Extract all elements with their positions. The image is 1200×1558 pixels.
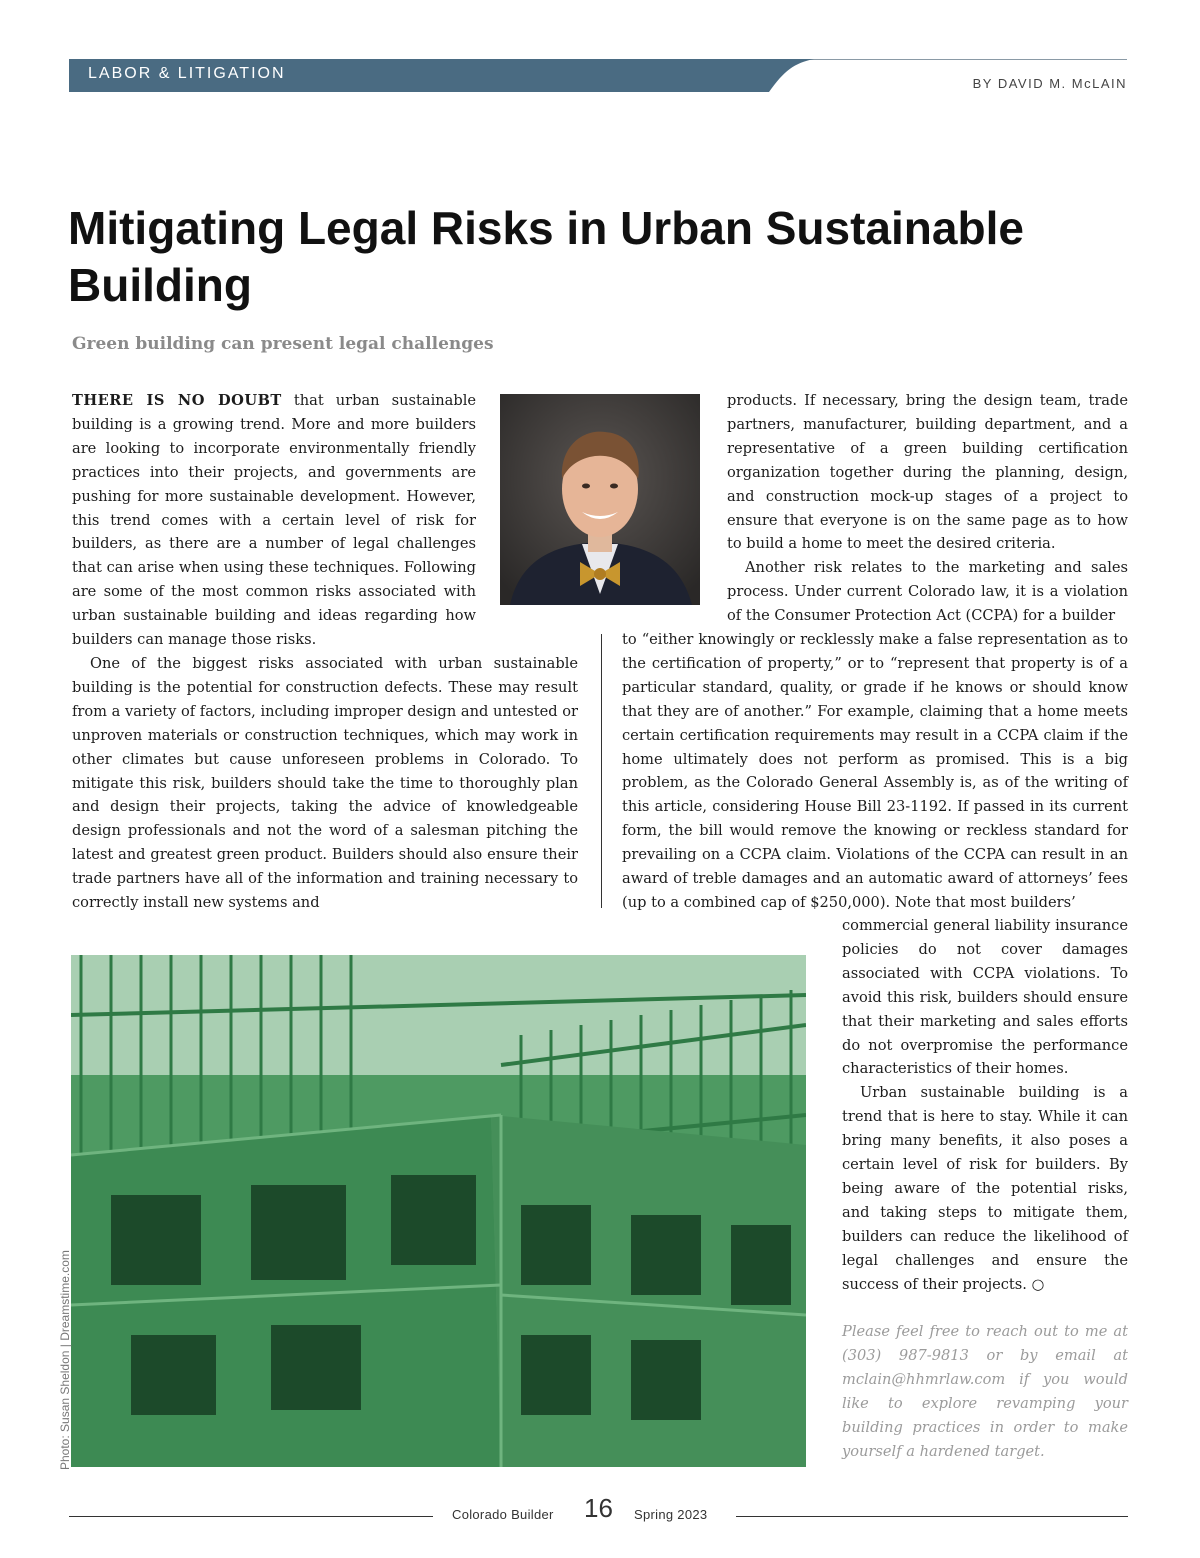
footer-rule-right — [736, 1516, 1128, 1517]
paragraph-intro-text: that urban sustainable building is a growing trend. More and more builders are looking to incorporate environmentally friendly practices into their projects, and governments are pushing for more sustainable development. However, this trend comes with a certain level of risk for builders, as there are a number of legal challenges that can arise when using these techniques. Following are some of the most common risks associated with urban sustainable building and ideas regarding how builders can manage those risks. — [72, 392, 476, 649]
body-text-column-2-top — [727, 389, 1128, 628]
paragraph-construction-defects-cont: products. If necessary, bring the design team, trade partners, manufacturer, building department, and a representative of a green building certification organization together during the planning, design, and construction mock-up stages of a project to ensure that everyone is on the same page as to how to build a home to meet the desired criteria. — [727, 392, 1128, 553]
footer-publication: Colorado Builder — [452, 1507, 554, 1522]
body-text-column-1-bottom — [72, 652, 578, 915]
photo-credit: Photo: Susan Sheldon | Dreamstime.com — [58, 1250, 72, 1470]
section-label: LABOR & LITIGATION — [88, 65, 286, 82]
paragraph-construction-defects: One of the biggest risks associated with urban sustainable building is the potential for construction defects. These may result from a variety of factors, including improper design and untested or unproven materials or construction techniques, which may work in other climates but cause unforeseen problems in Colorado. To mitigate this risk, builders should take the time to thoroughly plan and design their projects, taking the advice of knowledgeable design professionals and not the word of a salesman pitching the latest and greatest green product. Builders should also ensure their trade partners have all of the information and training necessary to correctly install new systems and — [72, 655, 578, 912]
paragraph-conclusion: Urban sustainable building is a trend that is here to stay. While it can bring many benefits, it also poses a certain level of risk for builders. By being aware of the potential risks, and taking steps to mitigate them, builders can reduce the likelihood of legal challenges and ensure the success of their projects. ○ — [842, 1084, 1128, 1293]
body-text-column-2-bottom — [842, 914, 1128, 1297]
body-text-column-1-top — [72, 389, 476, 652]
article-title: Mitigating Legal Risks in Urban Sustainable Building — [68, 202, 1024, 311]
footer-page-number: 16 — [584, 1493, 613, 1523]
author-portrait — [500, 394, 700, 605]
column-divider — [601, 634, 602, 908]
paragraph-intro — [72, 389, 476, 652]
construction-framing-photo — [71, 955, 806, 1467]
body-text-column-2-middle — [622, 628, 1128, 915]
paragraph-marketing-middle: to “either knowingly or recklessly make a false representation as to the certification of property,” or to “represent that property is of a particular standard, quality, or grade if he knows or should know that they are of another.” For example, claiming that a home meets certain certification requirements may result in a CCPA claim if the home ultimately does not perform as promised. This is a big problem, as the Colorado General Assembly is, as of the writing of this article, considering House Bill 23-1192. If passed in its current form, the bill would remove the knowing or reckless standard for prevailing on a CCPA claim. Violations of the CCPA can result in an award of treble damages and an automatic award of attorneys’ fees (up to a combined cap of $250,000). Note that most builders’ — [622, 631, 1128, 911]
author-contact-note: Please feel free to reach out to me at (303) 987-9813 or by email at mclain@hhmrlaw.com if you would like to explore revamping your building practices in order to make yourself a hardened target. — [842, 1323, 1128, 1460]
footer-rule-left — [69, 1516, 433, 1517]
paragraph-marketing-start: Another risk relates to the marketing and sales process. Under current Colorado law, it is a violation of the Consumer Protection Act (CCPA) for a builder — [727, 559, 1128, 625]
paragraph-marketing-end: commercial general liability insurance policies do not cover damages associated with CCPA violations. To avoid this risk, builders should ensure that their marketing and sales efforts do not overpromise the performance characteristics of their homes. — [842, 917, 1128, 1078]
author-byline: BY DAVID M. McLAIN — [972, 76, 1127, 91]
article-subtitle: Green building can present legal challenges — [72, 334, 494, 354]
footer-issue: Spring 2023 — [634, 1507, 708, 1522]
lead-in: THERE IS NO DOUBT — [72, 392, 282, 409]
